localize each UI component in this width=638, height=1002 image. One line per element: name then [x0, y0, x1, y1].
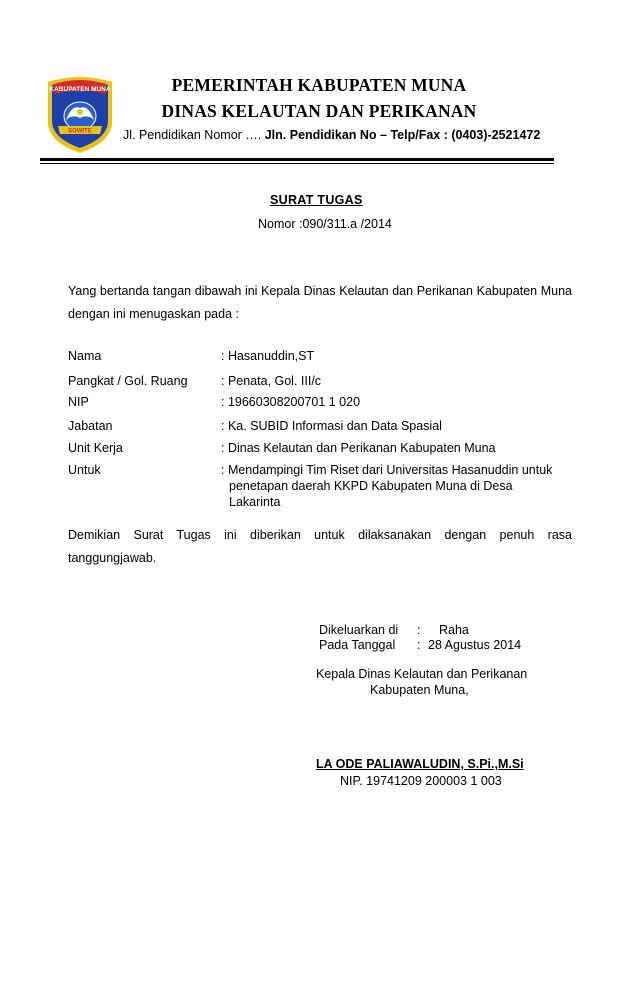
issued-separator: : — [417, 623, 421, 637]
field-value-line: : Mendampingi Tim Riset dari Universitas Hasanuddin untuk — [221, 463, 553, 477]
letterhead-rule-thin — [40, 163, 554, 164]
field-label: Nama — [68, 349, 102, 363]
field-value-line: penetapan daerah KKPD Kabupaten Muna di Desa — [229, 479, 513, 493]
agency-name-line2: DINAS KELAUTAN DAN PERIKANAN — [161, 101, 477, 121]
field-value-line: Lakarinta — [229, 495, 281, 509]
signatory-nip: NIP. 19741209 200003 1 003 — [340, 774, 502, 788]
field-value: : 19660308200701 1 020 — [221, 395, 361, 409]
document-title: SURAT TUGAS — [270, 193, 363, 207]
address-bold: Jln. Pendidikan No – Telp/Fax : (0403)-2521472 — [264, 128, 541, 142]
date-label: Pada Tanggal — [319, 638, 396, 652]
agency-name-line1: PEMERINTAH KABUPATEN MUNA — [171, 75, 467, 95]
svg-text:SOWITE: SOWITE — [68, 128, 92, 135]
field-label: Pangkat / Gol. Ruang — [68, 374, 188, 388]
field-label: Jabatan — [68, 419, 113, 433]
signatory-position-line1: Kepala Dinas Kelautan dan Perikanan — [316, 667, 528, 681]
letterhead-rule-thick — [40, 158, 554, 161]
closing-paragraph: Demikian Surat Tugas ini diberikan untuk dilaksanakan dengan penuh rasa tanggungjawab. — [68, 528, 572, 565]
letterhead-address — [123, 128, 540, 142]
field-value: : Hasanuddin,ST — [221, 349, 315, 363]
field-value-multiline — [221, 462, 581, 510]
issued-place: Raha — [439, 623, 469, 637]
field-label: NIP — [68, 395, 89, 409]
intro-paragraph: Yang bertanda tangan dibawah ini Kepala Dinas Kelautan dan Perikanan Kabupaten Muna dengan ini menugaskan pada : — [68, 284, 572, 321]
signatory-name: LA ODE PALIAWALUDIN, S.Pi.,M.Si — [316, 757, 524, 771]
date-separator: : — [417, 638, 421, 652]
field-value: : Dinas Kelautan dan Perikanan Kabupaten Muna — [221, 441, 496, 455]
svg-text:KABUPATEN MUNA: KABUPATEN MUNA — [49, 86, 111, 93]
issued-label: Dikeluarkan di — [319, 623, 399, 637]
field-value: : Penata, Gol. III/c — [221, 374, 322, 388]
field-value: : Ka. SUBID Informasi dan Data Spasial — [221, 419, 442, 433]
document-number: Nomor :090/311.a /2014 — [258, 217, 392, 231]
field-label: Untuk — [68, 463, 101, 477]
issued-date: 28 Agustus 2014 — [428, 638, 522, 652]
field-label: Unit Kerja — [68, 441, 123, 455]
signatory-position-line2: Kabupaten Muna, — [370, 683, 469, 697]
address-plain: Jl. Pendidikan Nomor …. — [123, 128, 265, 142]
